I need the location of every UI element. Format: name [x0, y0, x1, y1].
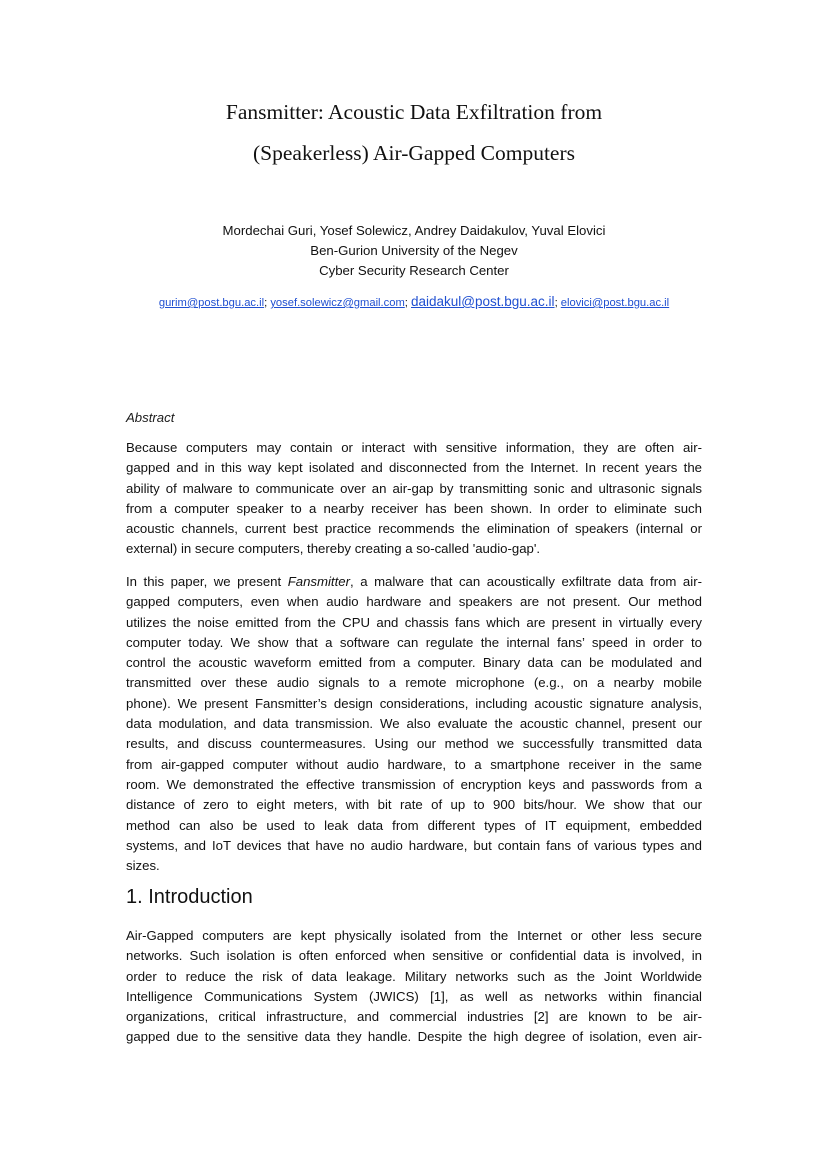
email-link-elovici[interactable]: elovici@post.bgu.ac.il	[560, 297, 670, 309]
system-name-emphasis: Fansmitter	[287, 574, 350, 589]
text-line: gapped computers, even when audio hardware and speakers are not present. Our method	[126, 594, 702, 610]
affiliation-center: Cyber Security Research Center	[319, 263, 509, 278]
text-line: transmitted over these audio signals to a remote microphone (e.g., on a nearby mobile	[126, 675, 702, 691]
text-line: systems, and IoT devices that have no audio hardware, but contain fans of various types and	[126, 837, 702, 853]
email-separator: ;	[404, 297, 408, 309]
text-line: from air-gapped computer without audio hardware, to a smartphone receiver in the same	[126, 756, 702, 772]
text-line: control the acoustic waveform emitted from a computer. Binary data can be modulated and	[126, 655, 702, 671]
text-line: utilizes the noise emitted from the CPU and chassis fans which are present in virtually every	[126, 614, 702, 630]
text-run: , a malware that can acoustically exfiltrate data from air-	[350, 574, 702, 589]
text-line: sizes.	[126, 858, 160, 874]
paper-title-line-2: (Speakerless) Air-Gapped Computers	[253, 141, 575, 165]
text-line: gapped due to the sensitive data they handle. Despite the high degree of isolation, even air-	[126, 1029, 702, 1045]
text-line: external) in secure computers, thereby creating a so-called 'audio-gap'.	[126, 541, 541, 557]
abstract-heading: Abstract	[126, 410, 175, 425]
author-list: Mordechai Guri, Yosef Solewicz, Andrey Daidakulov, Yuval Elovici	[222, 223, 606, 238]
abstract-paragraph-2	[126, 572, 702, 876]
text-line: order to reduce the risk of data leakage. Military networks such as the Joint Worldwide	[126, 968, 702, 984]
email-link-daidakulov[interactable]: daidakul@post.bgu.ac.il	[411, 294, 555, 309]
introduction-paragraph	[126, 926, 702, 1048]
text-line: room. We demonstrated the effective transmission of encryption keys and passwords from a	[126, 776, 702, 792]
text-line: distance of zero to eight meters, with bit rate of up to 900 bits/hour. We show that our	[126, 797, 702, 813]
email-separator: ;	[554, 297, 558, 309]
email-separator: ;	[264, 297, 268, 309]
affiliation-university: Ben-Gurion University of the Negev	[310, 243, 518, 258]
text-line: data modulation, and data transmission. We also evaluate the acoustic channel, present our	[126, 716, 702, 732]
abstract-paragraph-1	[126, 438, 702, 560]
text-line	[126, 572, 702, 592]
text-line: from a computer speaker to a nearby receiver has been shown. In order to eliminate such	[126, 500, 702, 516]
text-line: phone). We present Fansmitter’s design considerations, including acoustic signature analysis,	[126, 695, 702, 711]
text-line: method can also be used to leak data from different types of IT equipment, embedded	[126, 817, 702, 833]
paper-title-line-1: Fansmitter: Acoustic Data Exfiltration from	[225, 100, 603, 124]
text-line: Intelligence Communications System (JWICS) [1], as well as networks within financial	[126, 988, 702, 1004]
text-line: gapped and in this way kept isolated and disconnected from the Internet. In recent years the	[126, 460, 702, 476]
section-heading-introduction: 1. Introduction	[126, 886, 253, 908]
text-line: Air-Gapped computers are kept physically isolated from the Internet or other less secure	[126, 928, 702, 943]
text-line: ability of malware to communicate over an air-gap by transmitting sonic and ultrasonic signals	[126, 480, 702, 496]
text-line: networks. Such isolation is often enforced when sensitive or confidential data is involved, in	[126, 948, 702, 964]
text-line: Because computers may contain or interact with sensitive information, they are often air-	[126, 440, 702, 455]
text-line: acoustic channels, current best practice recommends the elimination of speakers (internal or	[126, 521, 702, 537]
text-run: In this paper, we present	[126, 574, 288, 589]
text-line: organizations, critical infrastructure, and commercial industries [2] are known to be air-	[126, 1009, 702, 1025]
email-link-solewicz[interactable]: yosef.solewicz@gmail.com	[270, 297, 405, 309]
email-link-guri[interactable]: gurim@post.bgu.ac.il	[158, 297, 265, 309]
text-line: results, and discuss countermeasures. Using our method we successfully transmitted data	[126, 736, 702, 752]
text-line: computer today. We show that a software can regulate the internal fans’ speed in order to	[126, 634, 702, 650]
author-emails	[0, 294, 828, 309]
